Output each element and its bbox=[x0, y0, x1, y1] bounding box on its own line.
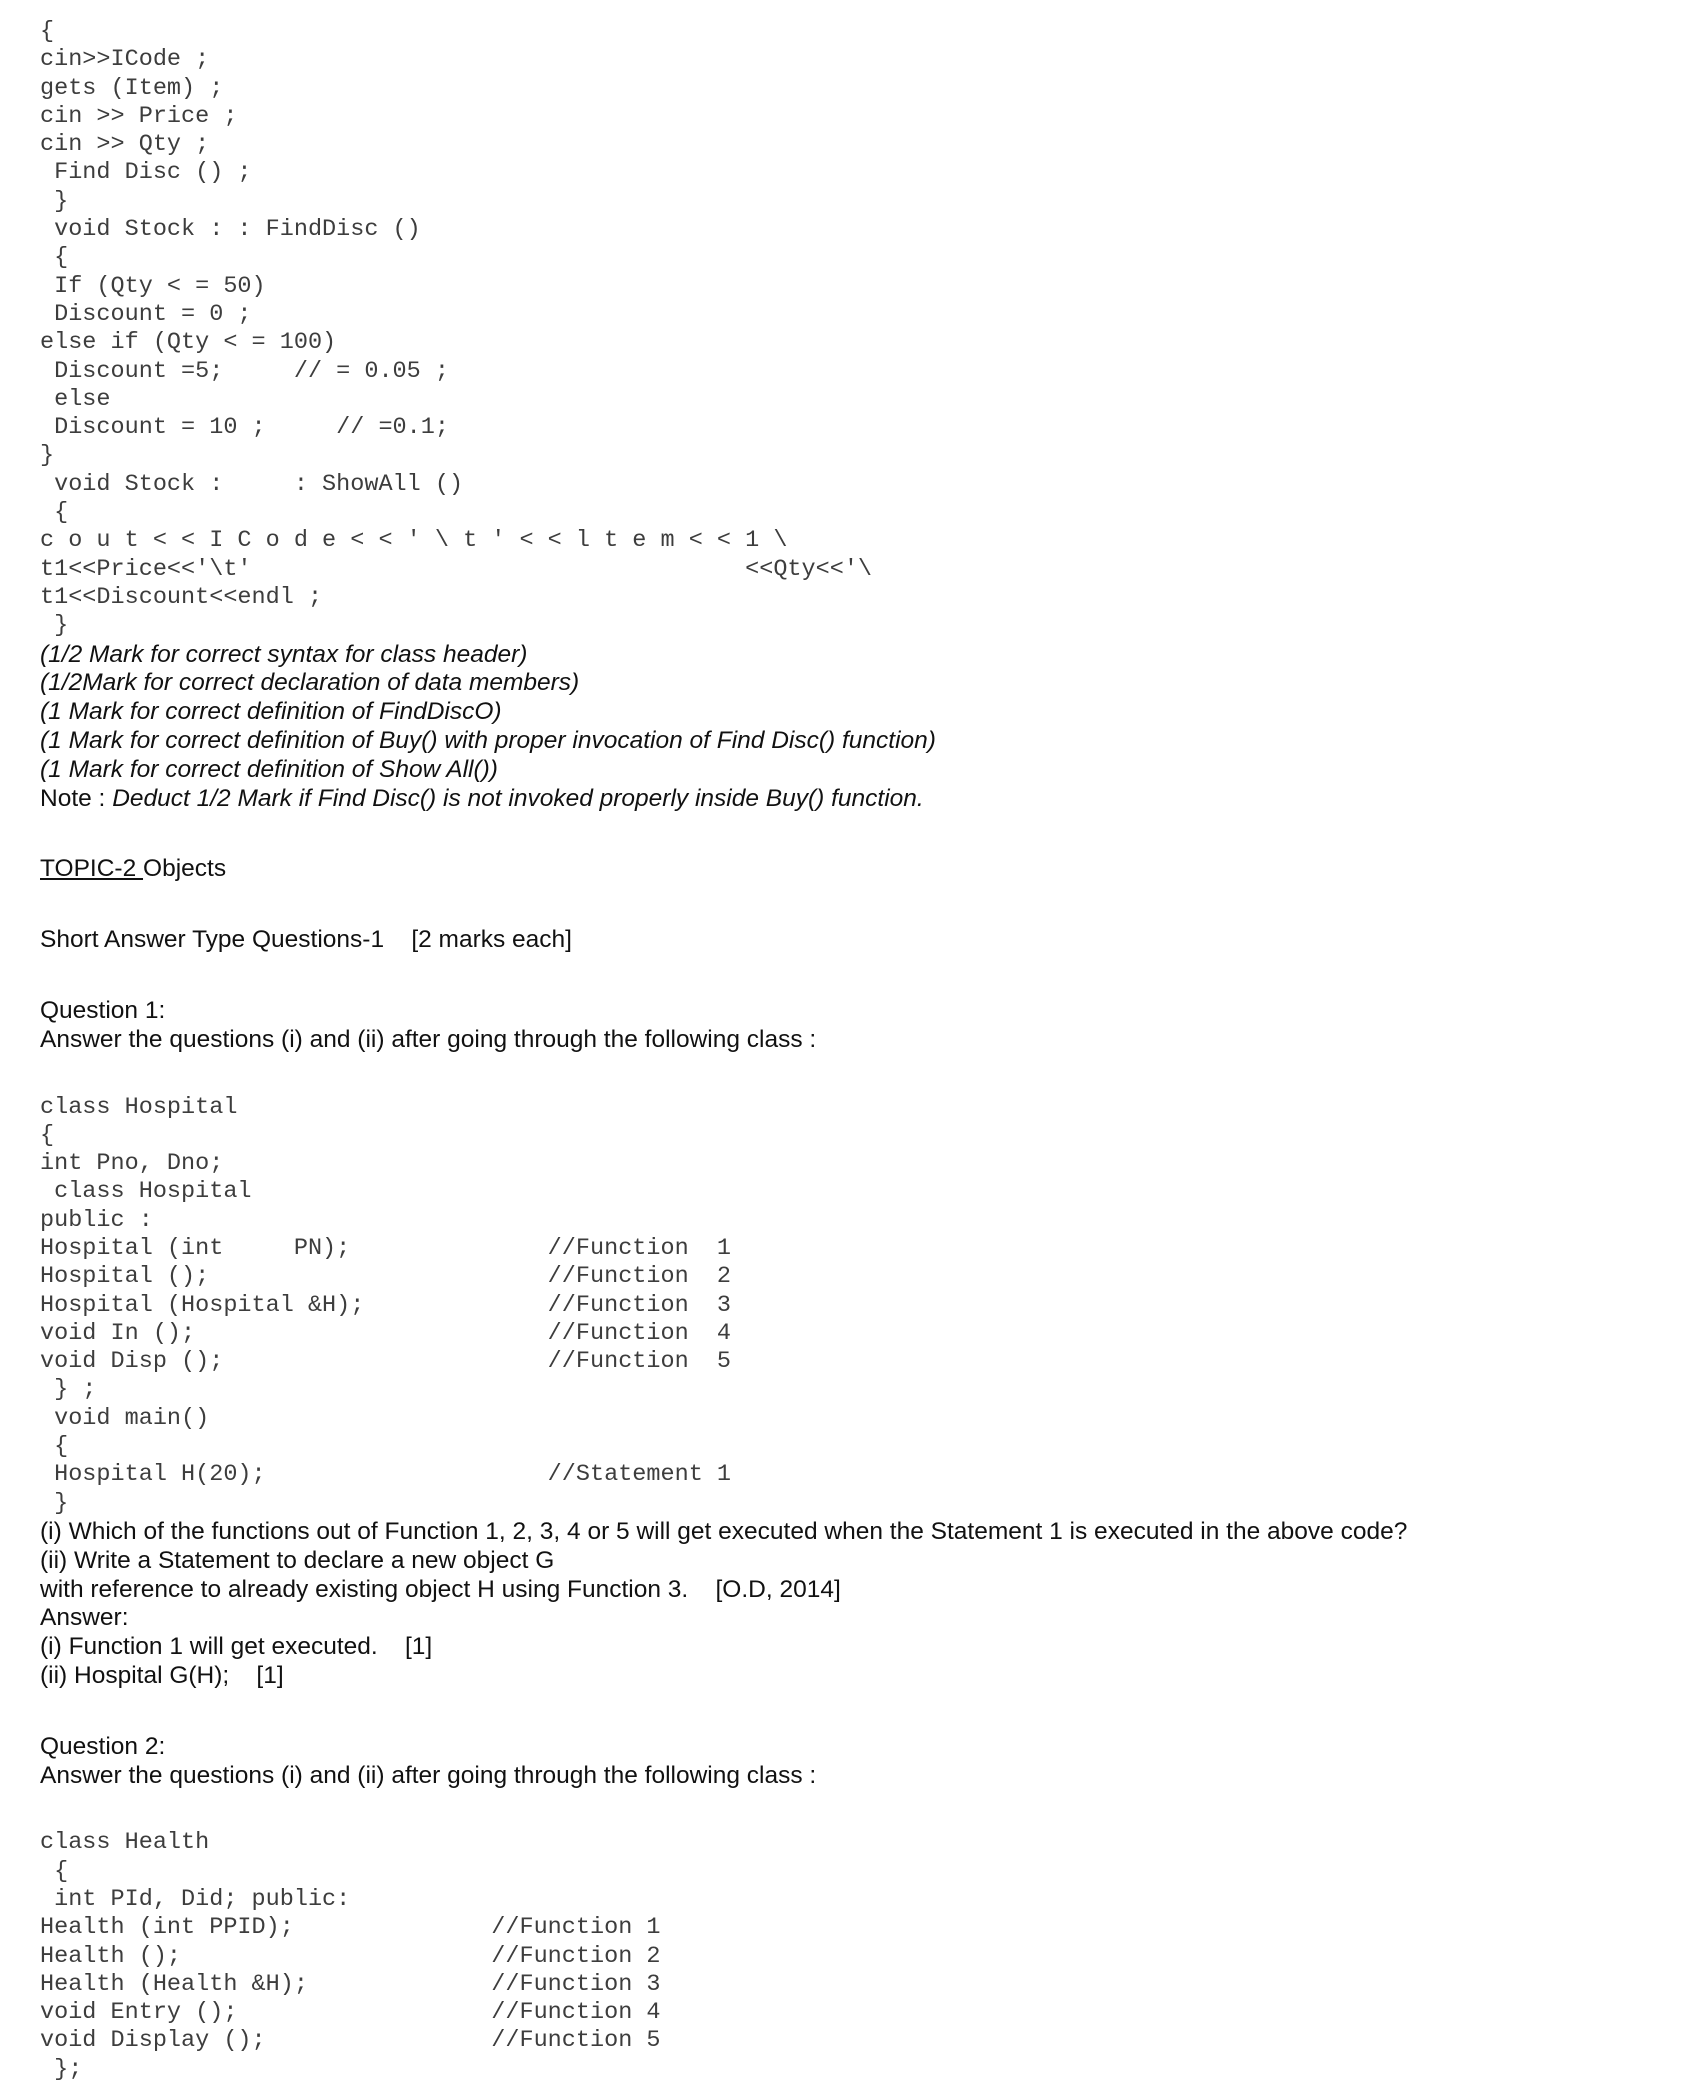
note-text: Deduct 1/2 Mark if Find Disc() is not invoked properly inside Buy() function. bbox=[112, 784, 924, 812]
marking-note: (1 Mark for correct definition of Buy() with proper invocation of Find Disc() function) bbox=[40, 726, 936, 754]
marking-note: (1/2 Mark for correct syntax for class header) bbox=[40, 640, 528, 668]
code-line: class Hospital bbox=[40, 1093, 238, 1121]
code-line: Hospital (Hospital &H); //Function 3 bbox=[40, 1291, 732, 1319]
code-line: cin >> Qty ; bbox=[40, 131, 210, 159]
code-line: cin>>ICode ; bbox=[40, 46, 210, 74]
code-line: gets (Item) ; bbox=[40, 74, 224, 102]
topic-heading bbox=[40, 855, 1660, 884]
code-line: t1<<Price<<'\t' <<Qty<<'\ bbox=[40, 555, 873, 583]
code-line: void Display (); //Function 5 bbox=[40, 2027, 661, 2055]
code-line: void Entry (); //Function 4 bbox=[40, 1999, 661, 2027]
code-line: { bbox=[40, 18, 55, 45]
code-line: void Stock : : FindDisc () bbox=[40, 216, 421, 244]
code-block-hospital bbox=[40, 1094, 1660, 1518]
deduction-note bbox=[40, 785, 1660, 814]
marking-note: (1 Mark for correct definition of FindDiscO) bbox=[40, 698, 502, 726]
code-line: else bbox=[40, 385, 111, 413]
code-line: Health (int PPID); //Function 1 bbox=[40, 1914, 661, 1942]
code-line: void In (); //Function 4 bbox=[40, 1319, 732, 1347]
code-line: { bbox=[40, 1121, 55, 1149]
question-title: Question 2: bbox=[40, 1732, 166, 1760]
marking-note: (1 Mark for correct definition of Show All()) bbox=[40, 755, 498, 783]
code-line: Health (); //Function 2 bbox=[40, 1942, 661, 1970]
code-line: Discount = 10 ; // =0.1; bbox=[40, 414, 449, 442]
question-prompt: Answer the questions (i) and (ii) after going through the following class : bbox=[40, 1025, 817, 1053]
code-line: { bbox=[40, 244, 69, 272]
code-line: Health (Health &H); //Function 3 bbox=[40, 1970, 661, 1998]
code-line: If (Qty < = 50) bbox=[40, 272, 266, 300]
sub-question: (ii) Write a Statement to declare a new object G bbox=[40, 1546, 555, 1574]
code-line: void Disp (); //Function 5 bbox=[40, 1348, 732, 1376]
marking-note: (1/2Mark for correct declaration of data members) bbox=[40, 669, 580, 697]
marking-scheme bbox=[40, 641, 1660, 814]
code-line: } bbox=[40, 187, 69, 215]
question-1 bbox=[40, 997, 1660, 1691]
code-block-stock bbox=[40, 18, 1660, 641]
document-page bbox=[40, 18, 1660, 2084]
question-title: Question 1: bbox=[40, 996, 166, 1024]
code-line: int PId, Did; public: bbox=[40, 1885, 351, 1913]
topic-number: TOPIC-2 bbox=[40, 855, 144, 883]
code-line: } bbox=[40, 1489, 69, 1517]
question-2 bbox=[40, 1733, 1660, 2084]
section-heading: Short Answer Type Questions-1 [2 marks each] bbox=[40, 926, 572, 954]
code-line: } ; bbox=[40, 1376, 97, 1404]
code-line: public : bbox=[40, 1206, 153, 1234]
sub-question: with reference to already existing object H using Function 3. [O.D, 2014] bbox=[40, 1575, 841, 1603]
spacer bbox=[40, 1055, 1660, 1094]
spacer bbox=[40, 955, 1660, 997]
topic-title: Objects bbox=[143, 855, 227, 883]
code-line: } bbox=[40, 612, 69, 640]
code-line: else if (Qty < = 100) bbox=[40, 329, 337, 357]
code-line: Find Disc () ; bbox=[40, 159, 252, 187]
code-line: t1<<Discount<<endl ; bbox=[40, 583, 323, 611]
code-line: class Hospital bbox=[40, 1178, 252, 1206]
spacer bbox=[40, 1790, 1660, 1829]
spacer bbox=[40, 813, 1660, 855]
answer-line: (ii) Hospital G(H); [1] bbox=[40, 1661, 284, 1689]
question-prompt: Answer the questions (i) and (ii) after going through the following class : bbox=[40, 1761, 817, 1789]
code-block-health bbox=[40, 1829, 1660, 2084]
sub-question: (i) Which of the functions out of Function 1, 2, 3, 4 or 5 will get executed when the Statement 1 is executed in the above code? bbox=[40, 1517, 1408, 1545]
code-line: { bbox=[40, 499, 69, 527]
spacer bbox=[40, 884, 1660, 926]
answer-line: (i) Function 1 will get executed. [1] bbox=[40, 1633, 433, 1661]
code-line: class Health bbox=[40, 1829, 210, 1857]
code-line: void main() bbox=[40, 1404, 210, 1432]
spacer bbox=[40, 1691, 1660, 1733]
code-line: Hospital (); //Function 2 bbox=[40, 1263, 732, 1291]
code-line: } bbox=[40, 442, 55, 470]
code-line: void Stock : : ShowAll () bbox=[40, 470, 464, 498]
code-line: }; bbox=[40, 2055, 83, 2083]
code-line: cin >> Price ; bbox=[40, 102, 238, 130]
code-line: Discount =5; // = 0.05 ; bbox=[40, 357, 449, 385]
code-line: { bbox=[40, 1857, 69, 1885]
code-line: int Pno, Dno; bbox=[40, 1150, 224, 1178]
code-line: Hospital (int PN); //Function 1 bbox=[40, 1234, 732, 1262]
code-line: Discount = 0 ; bbox=[40, 300, 252, 328]
code-line: c o u t < < I C o d e < < ' \ t ' < < l t e m < < 1 \ bbox=[40, 527, 788, 555]
note-label: Note : bbox=[40, 784, 113, 812]
code-line: Hospital H(20); //Statement 1 bbox=[40, 1461, 732, 1489]
answer-label: Answer: bbox=[40, 1604, 129, 1632]
code-line: { bbox=[40, 1433, 69, 1461]
